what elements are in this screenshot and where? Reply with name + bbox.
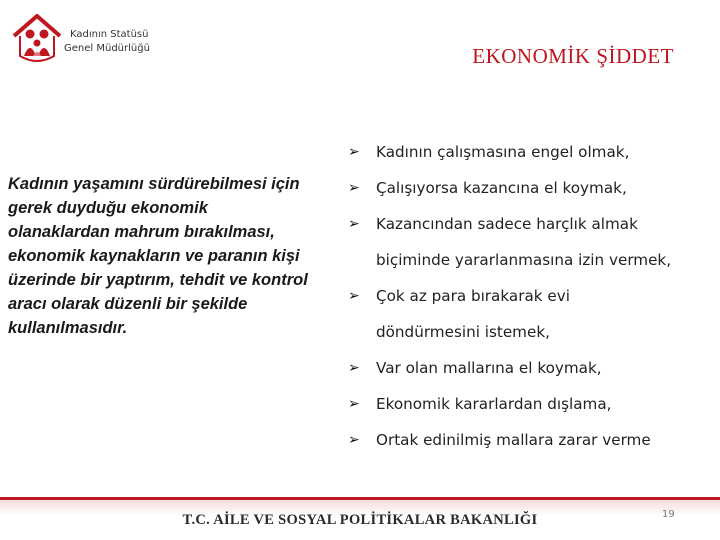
list-item bbox=[348, 422, 720, 458]
bullet-text: Var olan mallarına el koymak, bbox=[376, 359, 602, 377]
bullet-text-continued: döndürmesini istemek, bbox=[376, 323, 550, 341]
arrow-bullet-icon: ➢ bbox=[348, 288, 360, 304]
arrow-bullet-icon: ➢ bbox=[348, 396, 360, 412]
bullet-text: Çok az para bırakarak evi bbox=[376, 287, 570, 305]
list-item bbox=[348, 278, 720, 350]
page-number: 19 bbox=[662, 509, 675, 520]
list-item bbox=[348, 206, 720, 278]
org-line-1: Kadının Statüsü bbox=[70, 29, 149, 40]
arrow-bullet-icon: ➢ bbox=[348, 432, 360, 448]
arrow-bullet-icon: ➢ bbox=[348, 216, 360, 232]
bullet-text: Çalışıyorsa kazancına el koymak, bbox=[376, 179, 627, 197]
bullet-text: Ortak edinilmiş mallara zarar verme bbox=[376, 431, 651, 449]
bullet-text: Ekonomik kararlardan dışlama, bbox=[376, 395, 612, 413]
ministry-name: T.C. AİLE VE SOSYAL POLİTİKALAR BAKANLIĞI bbox=[182, 512, 538, 528]
list-item bbox=[348, 350, 720, 386]
bullet-text: Kadının çalışmasına engel olmak, bbox=[376, 143, 630, 161]
bullet-list bbox=[348, 134, 720, 458]
footer-divider bbox=[0, 497, 720, 500]
definition-text: Kadının yaşamını sürdürebilmesi için gerek duyduğu ekonomik olanaklardan mahrum bırakılması, ekonomik kaynakların ve paranın kişi üzerinde bir yaptırım, tehdit ve kontrol aracı olarak düzenli bir şekilde kullanılmasıdır. bbox=[8, 175, 308, 337]
arrow-bullet-icon: ➢ bbox=[348, 180, 360, 196]
organization-name bbox=[64, 28, 150, 56]
bullet-text: Kazancından sadece harçlık almak bbox=[376, 215, 638, 233]
arrow-bullet-icon: ➢ bbox=[348, 144, 360, 160]
arrow-bullet-icon: ➢ bbox=[348, 360, 360, 376]
slide-title: EKONOMİK ŞİDDET bbox=[472, 44, 674, 68]
list-item bbox=[348, 170, 720, 206]
ministry-logo-icon bbox=[8, 10, 66, 68]
bullet-text-continued: biçiminde yararlanmasına izin vermek, bbox=[376, 251, 672, 269]
org-line-2: Genel Müdürlüğü bbox=[64, 43, 150, 54]
list-item bbox=[348, 134, 720, 170]
list-item bbox=[348, 386, 720, 422]
